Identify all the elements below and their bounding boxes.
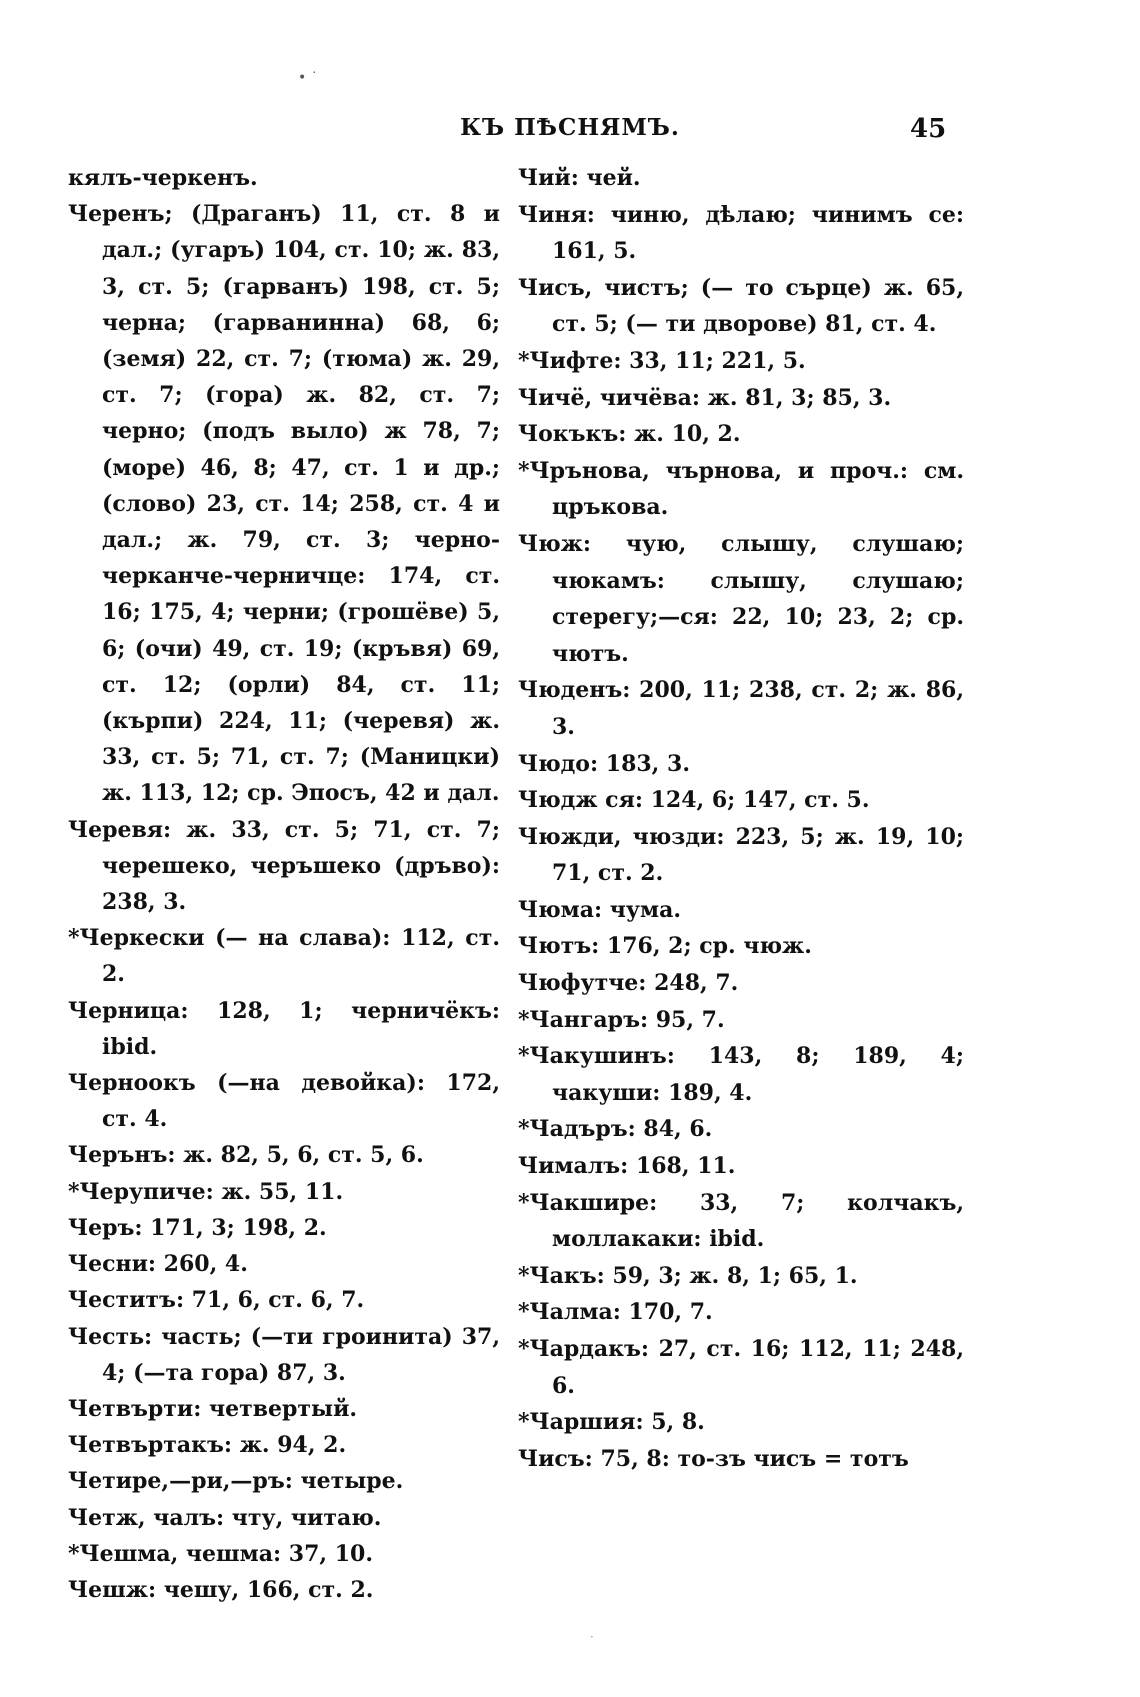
dictionary-entry: *Чакушинъ: 143, 8; 189, 4; чакуши: 189, 4. bbox=[518, 1043, 964, 1106]
dictionary-entry: *Чалма: 170, 7. bbox=[518, 1299, 713, 1326]
left-column bbox=[68, 160, 500, 1608]
dictionary-entry: *Черкески (— на слава): 112, ст. 2. bbox=[68, 925, 500, 988]
dictionary-entry: Четире,—ри,—ръ: четыре. bbox=[68, 1468, 404, 1495]
dictionary-entry: кялъ-черкенъ. bbox=[68, 165, 258, 191]
dictionary-entry: Черевя: ж. 33, ст. 5; 71, ст. 7; черешеко, черъшеко (дръво): 238, 3. bbox=[68, 816, 500, 916]
page-number: 45 bbox=[910, 114, 947, 144]
dictionary-entry: *Чифте: 33, 11; 221, 5. bbox=[518, 347, 806, 374]
dictionary-entry: Четж, чалъ: чту, читаю. bbox=[68, 1504, 382, 1531]
dictionary-entry: Чюдж ся: 124, 6; 147, ст. 5. bbox=[518, 787, 870, 814]
dictionary-entry: Чешж: чешу, 166, ст. 2. bbox=[68, 1576, 374, 1603]
dictionary-entry: *Чардакъ: 27, ст. 16; 112, 11; 248, 6. bbox=[518, 1336, 964, 1399]
dictionary-entry: *Чешма, чешма: 37, 10. bbox=[68, 1540, 374, 1567]
dictionary-entry: Четвъртакъ: ж. 94, 2. bbox=[68, 1432, 347, 1459]
dictionary-entry: *Чангаръ: 95, 7. bbox=[518, 1006, 725, 1033]
dictionary-entry: Чокъкъ: ж. 10, 2. bbox=[518, 421, 741, 448]
dictionary-entry: Честь: часть; (—ти гроинита) 37, 4; (—та гора) 87, 3. bbox=[68, 1323, 500, 1386]
ink-speck: • ˙ bbox=[298, 70, 318, 86]
dictionary-entry: Честитъ: 71, 6, ст. 6, 7. bbox=[68, 1287, 365, 1314]
dictionary-entry: Чиня: чиню, дѣлаю; чинимъ се: 161, 5. bbox=[518, 201, 964, 265]
dictionary-entry: Чюж: чую, слышу, слушаю; чюкамъ: слышу, слушаю; стерегу;—ся: 22, 10; 23, 2; ср. чютъ. bbox=[518, 530, 964, 667]
dictionary-entry: Четвърти: четвертый. bbox=[68, 1395, 358, 1422]
dictionary-entry: *Чрънова, чърнова, и проч.: см. цръкова. bbox=[518, 457, 964, 521]
dictionary-entry: Чюдо: 183, 3. bbox=[518, 750, 690, 777]
dictionary-entry: Черъ: 171, 3; 198, 2. bbox=[68, 1214, 327, 1241]
dictionary-entry: Чюденъ: 200, 11; 238, ст. 2; ж. 86, 3. bbox=[518, 677, 964, 740]
dictionary-entry: Чюжди, чюзди: 223, 5; ж. 19, 10; 71, ст. 2. bbox=[518, 823, 964, 887]
dictionary-entry: Чисъ, чистъ; (— то сърце) ж. 65, ст. 5; (— ти дворове) 81, ст. 4. bbox=[518, 274, 964, 338]
dictionary-entry: *Чакшире: 33, 7; колчакъ, моллакаки: ibid. bbox=[518, 1189, 964, 1253]
dictionary-entry: *Чаршия: 5, 8. bbox=[518, 1409, 705, 1436]
dictionary-entry: Черънъ: ж. 82, 5, 6, ст. 5, 6. bbox=[68, 1142, 424, 1169]
dictionary-entry: Черенъ; (Драганъ) 11, ст. 8 и дал.; (угаръ) 104, ст. 10; ж. 83, 3, ст. 5; (гарванъ) 198, ст. 5; черна; (гарванинна) 68, 6; (земя) 22, ст. 7; (тюма) ж. 29, ст. 7; (гора) ж. 82, ст. 7; черно; (подъ выло) ж 78, 7; (море) 46, 8; 47, ст. 1 и др.; (слово) 23, ст. 14; 258, ст. 4 и дал.; ж. 79, ст. 3; черно-черканче-черничце: 174, ст. 16; 175, 4; черни; (грошёве) 5, 6; (очи) 49, ст. 19; (кръвя) 69, ст. 12; (орли) 84, ст. 11; (кърпи) 224, 11; (черевя) ж. 33, ст. 5; 71, ст. 7; (Маницки) ж. 113, 12; ср. Эпосъ, 42 и дал. bbox=[68, 201, 500, 807]
right-column bbox=[518, 160, 964, 1477]
dictionary-entry: Чисъ: 75, 8: то-зъ чисъ = тотъ bbox=[518, 1445, 909, 1472]
dictionary-entry: *Черупиче: ж. 55, 11. bbox=[68, 1178, 344, 1205]
dictionary-entry: Чютъ: 176, 2; ср. чюж. bbox=[518, 933, 812, 960]
dictionary-entry: Чюма: чума. bbox=[518, 896, 682, 923]
dictionary-entry: *Чакъ: 59, 3; ж. 8, 1; 65, 1. bbox=[518, 1262, 858, 1289]
dictionary-entry: Чичё, чичёва: ж. 81, 3; 85, 3. bbox=[518, 384, 892, 411]
dictionary-entry: Чималъ: 168, 11. bbox=[518, 1153, 736, 1180]
dictionary-entry: Черноокъ (—на девойка): 172, ст. 4. bbox=[68, 1070, 500, 1133]
ink-speck: · bbox=[590, 1630, 594, 1644]
dictionary-entry: Черница: 128, 1; черничёкъ: ibid. bbox=[68, 997, 500, 1060]
running-header: КЪ ПѢСНЯМЪ. bbox=[460, 114, 680, 141]
dictionary-entry: Чесни: 260, 4. bbox=[68, 1251, 248, 1278]
dictionary-entry: Чий: чей. bbox=[518, 165, 641, 191]
dictionary-entry: *Чадъръ: 84, 6. bbox=[518, 1116, 713, 1143]
dictionary-entry: Чюфутче: 248, 7. bbox=[518, 970, 739, 997]
